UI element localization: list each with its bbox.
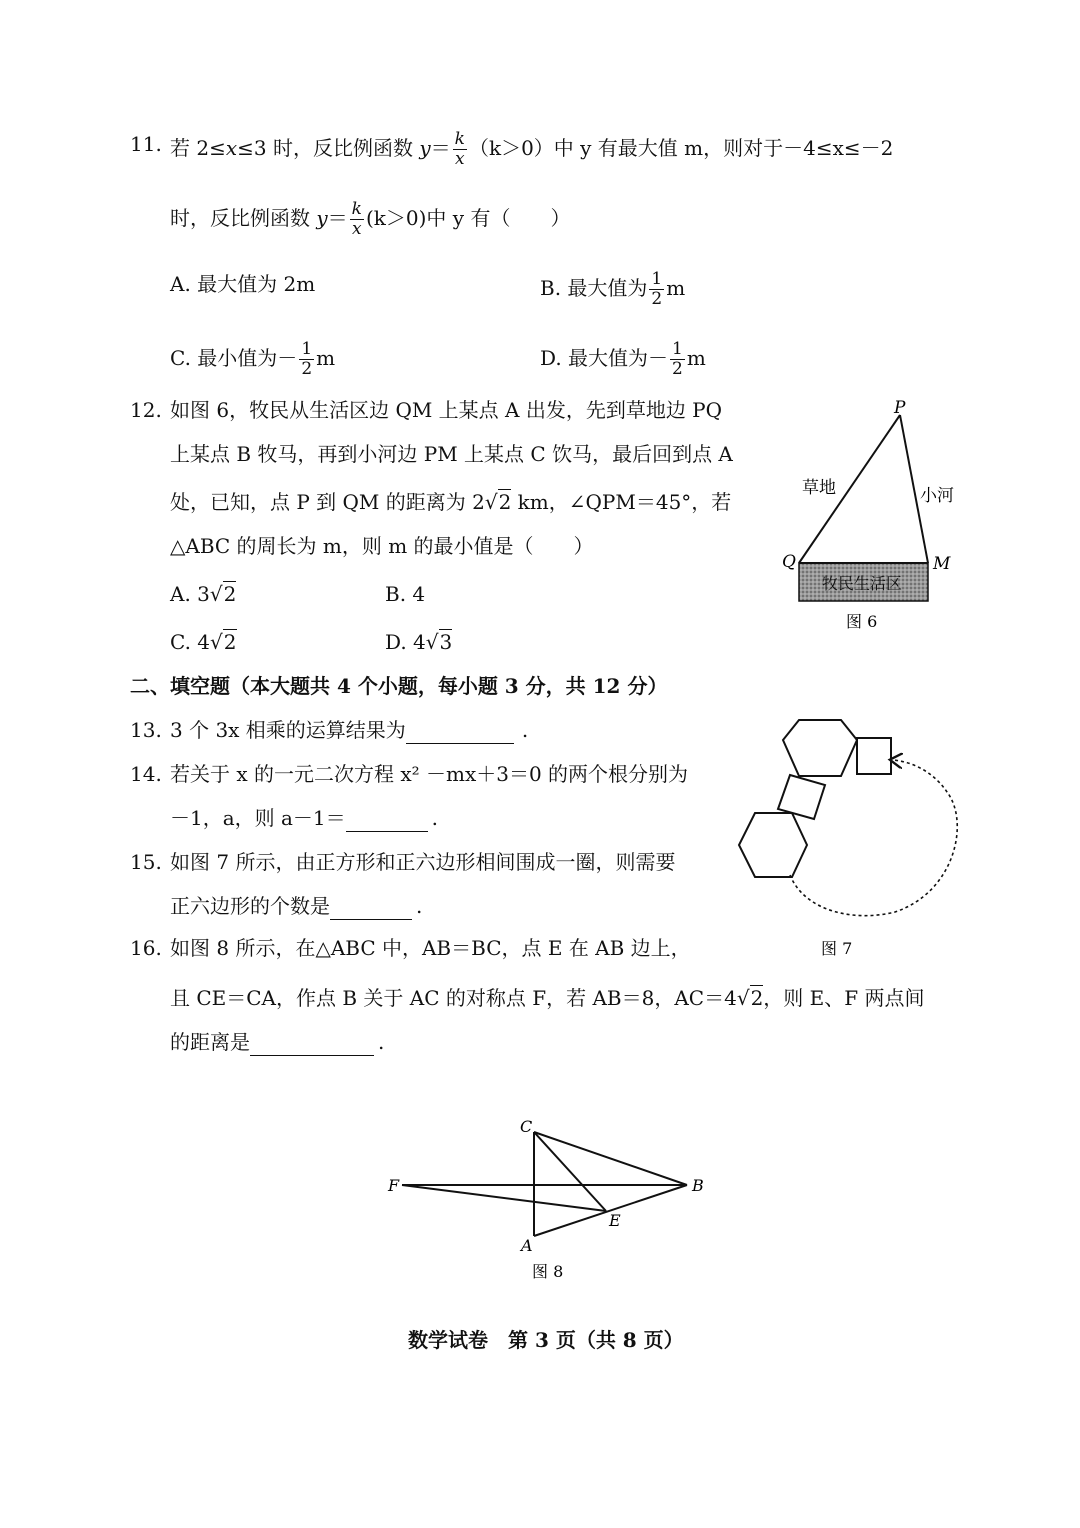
q12-line4: △ABC 的周长为 m，则 m 的最小值是（ ） [170, 534, 594, 558]
q12-option-b: B. 4 [385, 582, 426, 606]
label-b: B [692, 1176, 704, 1195]
q13-answer-blank [406, 721, 514, 744]
section-2-heading: 二、填空题（本大题共 4 个小题，每小题 3 分，共 12 分） [130, 674, 668, 698]
hexagon-bottom [739, 813, 807, 877]
label-p: P [894, 398, 906, 418]
q11-fraction-k-over-x: $\frac{k}{x}$ [454, 129, 465, 169]
label-river: 小河 [920, 486, 954, 506]
q12-line3: 处，已知，点 P 到 QM 的距离为 2√2 km，∠QPM＝45°，若 [170, 490, 732, 514]
label-c: C [520, 1117, 533, 1136]
q11-line2: 时，反比例函数 y＝ $\frac{k}{x}$ (k＞0)中 y 有（ ） [170, 199, 571, 239]
q15-line1: 如图 7 所示，由正方形和正六边形相间围成一圈，则需要 [170, 850, 676, 874]
label-a: A [521, 1236, 533, 1255]
q13-text: 3 个 3x 相乘的运算结果为 . [170, 718, 529, 742]
label-e: E [609, 1211, 621, 1230]
q14-answer-blank [346, 809, 428, 832]
q16-answer-blank [250, 1033, 374, 1056]
figure-6-caption: 图 6 [846, 612, 878, 631]
q11-fraction-k-over-x-2: $\frac{k}{x}$ [351, 199, 362, 239]
q12-option-c: C. 4√2 [170, 630, 237, 654]
label-grassland: 草地 [802, 478, 836, 498]
q11-option-a: A. 最大值为 2m [170, 272, 316, 296]
figure-7 [735, 712, 965, 962]
q15-number: 15. [130, 850, 162, 874]
page-footer: 数学试卷 第 3 页（共 8 页） [408, 1328, 684, 1352]
q14-line2: －1，a，则 a－1＝ . [170, 806, 439, 830]
figure-8-caption: 图 8 [532, 1262, 564, 1281]
square-right [857, 738, 891, 774]
figure-6 [770, 395, 970, 635]
label-living-area: 牧民生活区 [822, 574, 903, 593]
dashed-arrow-around [790, 760, 957, 916]
q11-option-d: D. 最大值为－ $\frac{1}{2}$ m [540, 339, 706, 379]
hexagon-top [783, 720, 857, 776]
q15-answer-blank [330, 897, 412, 920]
q16-line3: 的距离是 . [170, 1030, 385, 1054]
q12-number: 12. [130, 398, 162, 422]
q12-line2: 上某点 B 牧马，再到小河边 PM 上某点 C 饮马，最后回到点 A [170, 442, 733, 466]
q16-line1: 如图 8 所示，在△ABC 中，AB＝BC，点 E 在 AB 边上， [170, 936, 691, 960]
figure-7-caption: 图 7 [821, 939, 853, 958]
q11-option-c: C. 最小值为－ $\frac{1}{2}$ m [170, 339, 336, 379]
q11-line1: 若 2≤x≤3 时，反比例函数 y＝ $\frac{k}{x}$ （k＞0）中 y 有最大值 m，则对于－4≤x≤－2 [170, 129, 894, 169]
q14-line1: 若关于 x 的一元二次方程 x² －mx＋3＝0 的两个根分别为 [170, 762, 689, 786]
label-f: F [388, 1176, 400, 1195]
q14-number: 14. [130, 762, 162, 786]
q15-line2: 正六边形的个数是 . [170, 894, 423, 918]
q11-number: 11. [130, 132, 162, 156]
figure-8 [380, 1110, 720, 1285]
q11-option-b: B. 最大值为 $\frac{1}{2}$ m [540, 269, 686, 309]
q16-line2: 且 CE＝CA，作点 B 关于 AC 的对称点 F，若 AB＝8，AC＝4√2，则 E、F 两点间 [170, 986, 925, 1010]
label-q: Q [782, 552, 796, 572]
q12-line1: 如图 6，牧民从生活区边 QM 上某点 A 出发，先到草地边 PQ [170, 398, 723, 422]
q16-number: 16. [130, 936, 162, 960]
segment-fe [402, 1185, 606, 1211]
q12-option-a: A. 3√2 [170, 582, 237, 606]
label-m: M [933, 554, 951, 574]
q12-option-d: D. 4√3 [385, 630, 453, 654]
q13-number: 13. [130, 718, 162, 742]
